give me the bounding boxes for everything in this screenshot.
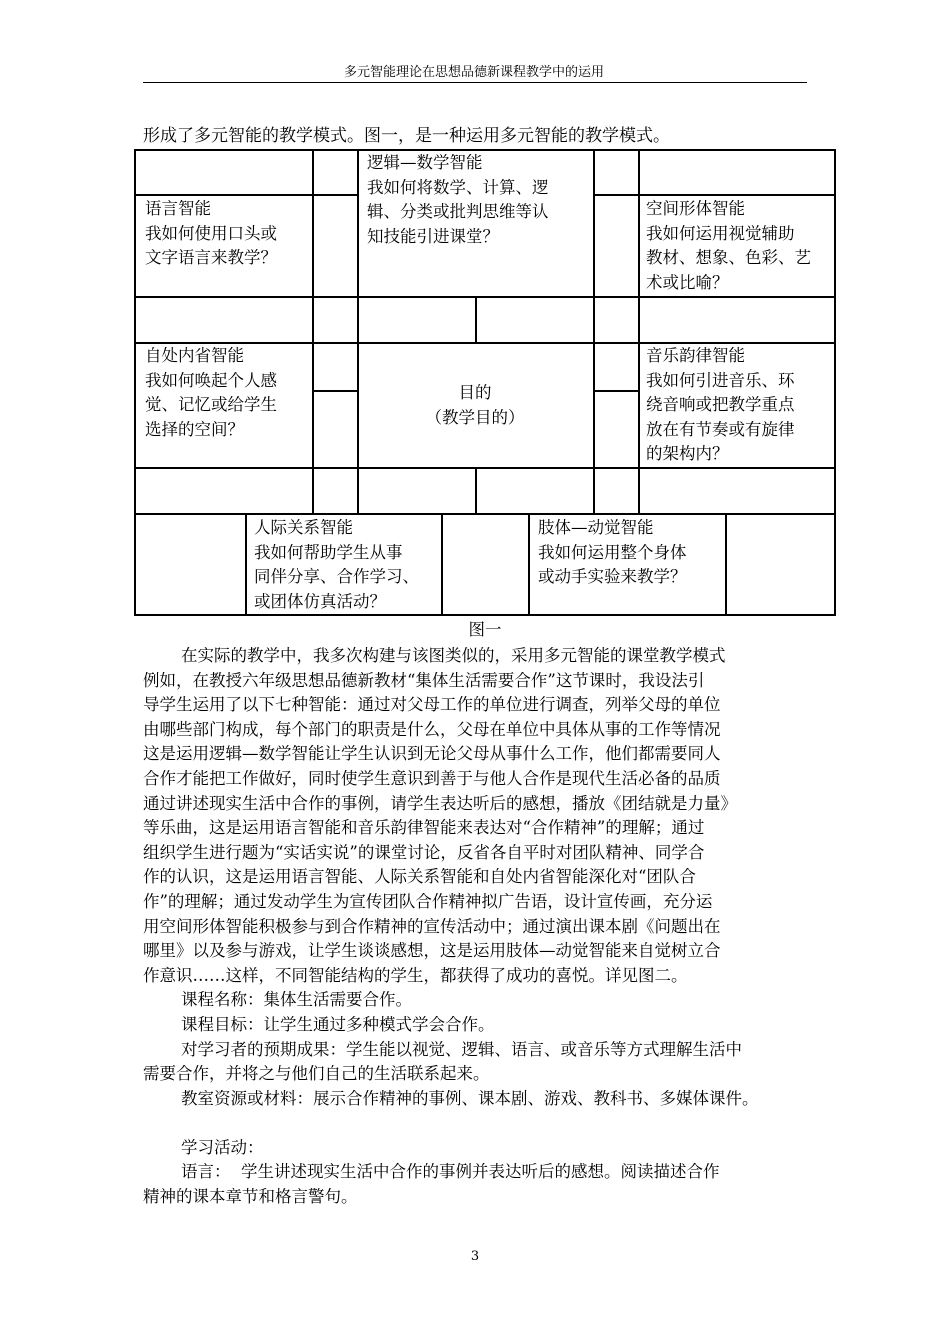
- course-name: 课程名称：集体生活需要合作。: [181, 990, 412, 1010]
- grid-line: [475, 296, 477, 342]
- cell-line: 我如何使用口头或: [145, 223, 277, 243]
- cell-line: 放在有节奏或有旋律: [646, 419, 795, 439]
- paragraph-line: 组织学生进行题为“实话实说”的课堂讨论，反省各自平时对团队精神、同学合: [143, 842, 705, 862]
- expected-outcome-line: 需要合作，并将之与他们自己的生活联系起来。: [143, 1064, 490, 1084]
- grid-line: [134, 296, 836, 298]
- grid-line: [593, 194, 836, 196]
- cell-line: 或动手实验来教学？: [538, 567, 687, 586]
- figure-caption: 图一: [468, 620, 502, 639]
- cell-line: 同伴分享、合作学习、: [254, 567, 419, 586]
- interpersonal-intelligence-cell: [254, 516, 419, 614]
- grid-line: [475, 467, 477, 513]
- goal-subtitle: （教学目的）: [425, 408, 525, 427]
- blank-line: [143, 1111, 823, 1136]
- expected-outcome-line: 对学习者的预期成果：学生能以视觉、逻辑、语言、或音乐等方式理解生活中: [181, 1039, 742, 1059]
- logic-math-intelligence-cell: [367, 151, 549, 249]
- music-intelligence-cell: [646, 344, 795, 467]
- grid-line: [312, 390, 357, 392]
- bodily-kinesthetic-intelligence-cell: [538, 516, 687, 590]
- paragraph-line: 在实际的教学中，我多次构建与该图类似的，采用多元智能的课堂教学模式: [181, 646, 726, 665]
- cell-line: 我如何将数学、计算、逻: [367, 177, 549, 197]
- grid-line: [312, 467, 314, 513]
- language-activity-line: 精神的课本章节和格言警句。: [143, 1187, 358, 1207]
- grid-line: [134, 467, 836, 469]
- paragraph-line: 作意识……这样，不同智能结构的学生，都获得了成功的喜悦。详见图二。: [143, 965, 688, 985]
- cell-title: 肢体—动觉智能: [538, 518, 654, 537]
- grid-line: [134, 194, 357, 196]
- paragraph-line: 哪里》以及参与游戏，让学生谈谈感想，这是运用肢体—动觉智能来自觉树立合: [143, 941, 721, 961]
- paragraph-line: 通过讲述现实生活中合作的事例，请学生表达听后的感想，播放《团结就是力量》: [143, 793, 737, 813]
- spatial-intelligence-cell: [646, 197, 811, 295]
- grid-line: [441, 513, 443, 616]
- cell-line: 文字语言来教学？: [145, 248, 277, 267]
- grid-line: [638, 149, 640, 296]
- grid-line: [638, 296, 640, 342]
- grid-line: [134, 513, 836, 515]
- header-divider: [143, 82, 807, 83]
- paragraph-line: 由哪些部门构成，每个部门的职责是什么，父母在单位中具体从事的工作等情况: [143, 719, 721, 739]
- cell-line: 教材、想象、色彩、艺: [646, 248, 811, 267]
- page-number: 3: [470, 1249, 480, 1264]
- grid-line: [528, 513, 530, 616]
- goal-title: 目的: [458, 383, 492, 402]
- grid-line: [593, 149, 595, 513]
- paragraph-line: 等乐曲，这是运用语言智能和音乐韵律智能来表达对“合作精神”的理解；通过: [143, 818, 705, 838]
- cell-line: 知技能引进课堂？: [367, 226, 499, 246]
- grid-line: [245, 513, 247, 616]
- activities-title: 学习活动：: [181, 1137, 264, 1157]
- page-header-title: 多元智能理论在思想品德新课程教学中的运用: [343, 65, 604, 80]
- cell-line: 我如何引进音乐、环: [646, 370, 795, 390]
- language-intelligence-cell: [145, 197, 277, 271]
- intrapersonal-intelligence-cell: [145, 344, 277, 442]
- cell-line: 术或比喻？: [646, 272, 729, 292]
- cell-title: 逻辑—数学智能: [367, 153, 483, 172]
- paragraph-line: 例如，在教授六年级思想品德新教材“集体生活需要合作”这节课时，我设法引: [143, 670, 705, 690]
- language-activity-line: 语言： 学生讲述现实生活中合作的事例并表达听后的感想。阅读描述合作: [181, 1162, 720, 1182]
- course-goal: 课程目标：让学生通过多种模式学会合作。: [181, 1014, 495, 1034]
- cell-title: 空间形体智能: [646, 199, 745, 218]
- cell-line: 辑、分类或批判思维等认: [367, 202, 549, 221]
- grid-line: [593, 390, 638, 392]
- cell-line: 我如何运用视觉辅助: [646, 223, 795, 243]
- cell-title: 人际关系智能: [254, 518, 353, 537]
- cell-line: 我如何运用整个身体: [538, 542, 687, 562]
- grid-line: [312, 342, 314, 467]
- cell-title: 音乐韵律智能: [646, 346, 745, 365]
- cell-line: 或团体仿真活动？: [254, 591, 386, 611]
- paragraph-line: 这是运用逻辑—数学智能让学生认识到无论父母从事什么工作，他们都需要同人: [143, 744, 721, 764]
- grid-line: [312, 149, 314, 296]
- paragraph-line: 合作才能把工作做好，同时使学生意识到善于与他人合作是现代生活必备的品质: [143, 768, 721, 788]
- classroom-resources: 教室资源或材料：展示合作精神的事例、课本剧、游戏、教科书、多媒体课件。: [181, 1088, 759, 1108]
- cell-line: 我如何帮助学生从事: [254, 542, 403, 562]
- cell-line: 的架构内？: [646, 444, 729, 463]
- paragraph-line: 导学生运用了以下七种智能：通过对父母工作的单位进行调查，列举父母的单位: [143, 695, 721, 715]
- paragraph-line: 用空间形体智能积极参与到合作精神的宣传活动中；通过演出课本剧《问题出在: [143, 916, 721, 936]
- cell-title: 自处内省智能: [145, 346, 244, 365]
- grid-line: [312, 296, 314, 342]
- cell-line: 绕音响或把教学重点: [646, 395, 795, 414]
- intro-sentence: 形成了多元智能的教学模式。图一，是一种运用多元智能的教学模式。: [143, 126, 670, 146]
- grid-line: [638, 467, 640, 513]
- cell-line: 觉、记忆或给学生: [145, 395, 277, 414]
- grid-line: [638, 342, 640, 467]
- cell-line: 选择的空间？: [145, 419, 244, 439]
- grid-line: [725, 513, 727, 616]
- teaching-goal-cell: [357, 380, 593, 430]
- grid-line: [357, 149, 359, 513]
- cell-line: 我如何唤起个人感: [145, 370, 277, 390]
- paragraph-line: 作”的理解；通过发动学生为宣传团队合作精神拟广告语，设计宣传画，充分运: [143, 891, 713, 911]
- paragraph-line: 作的认识，这是运用语言智能、人际关系智能和自处内省智能深化对“团队合: [143, 867, 696, 887]
- body-text: [143, 644, 823, 1210]
- cell-title: 语言智能: [145, 199, 211, 218]
